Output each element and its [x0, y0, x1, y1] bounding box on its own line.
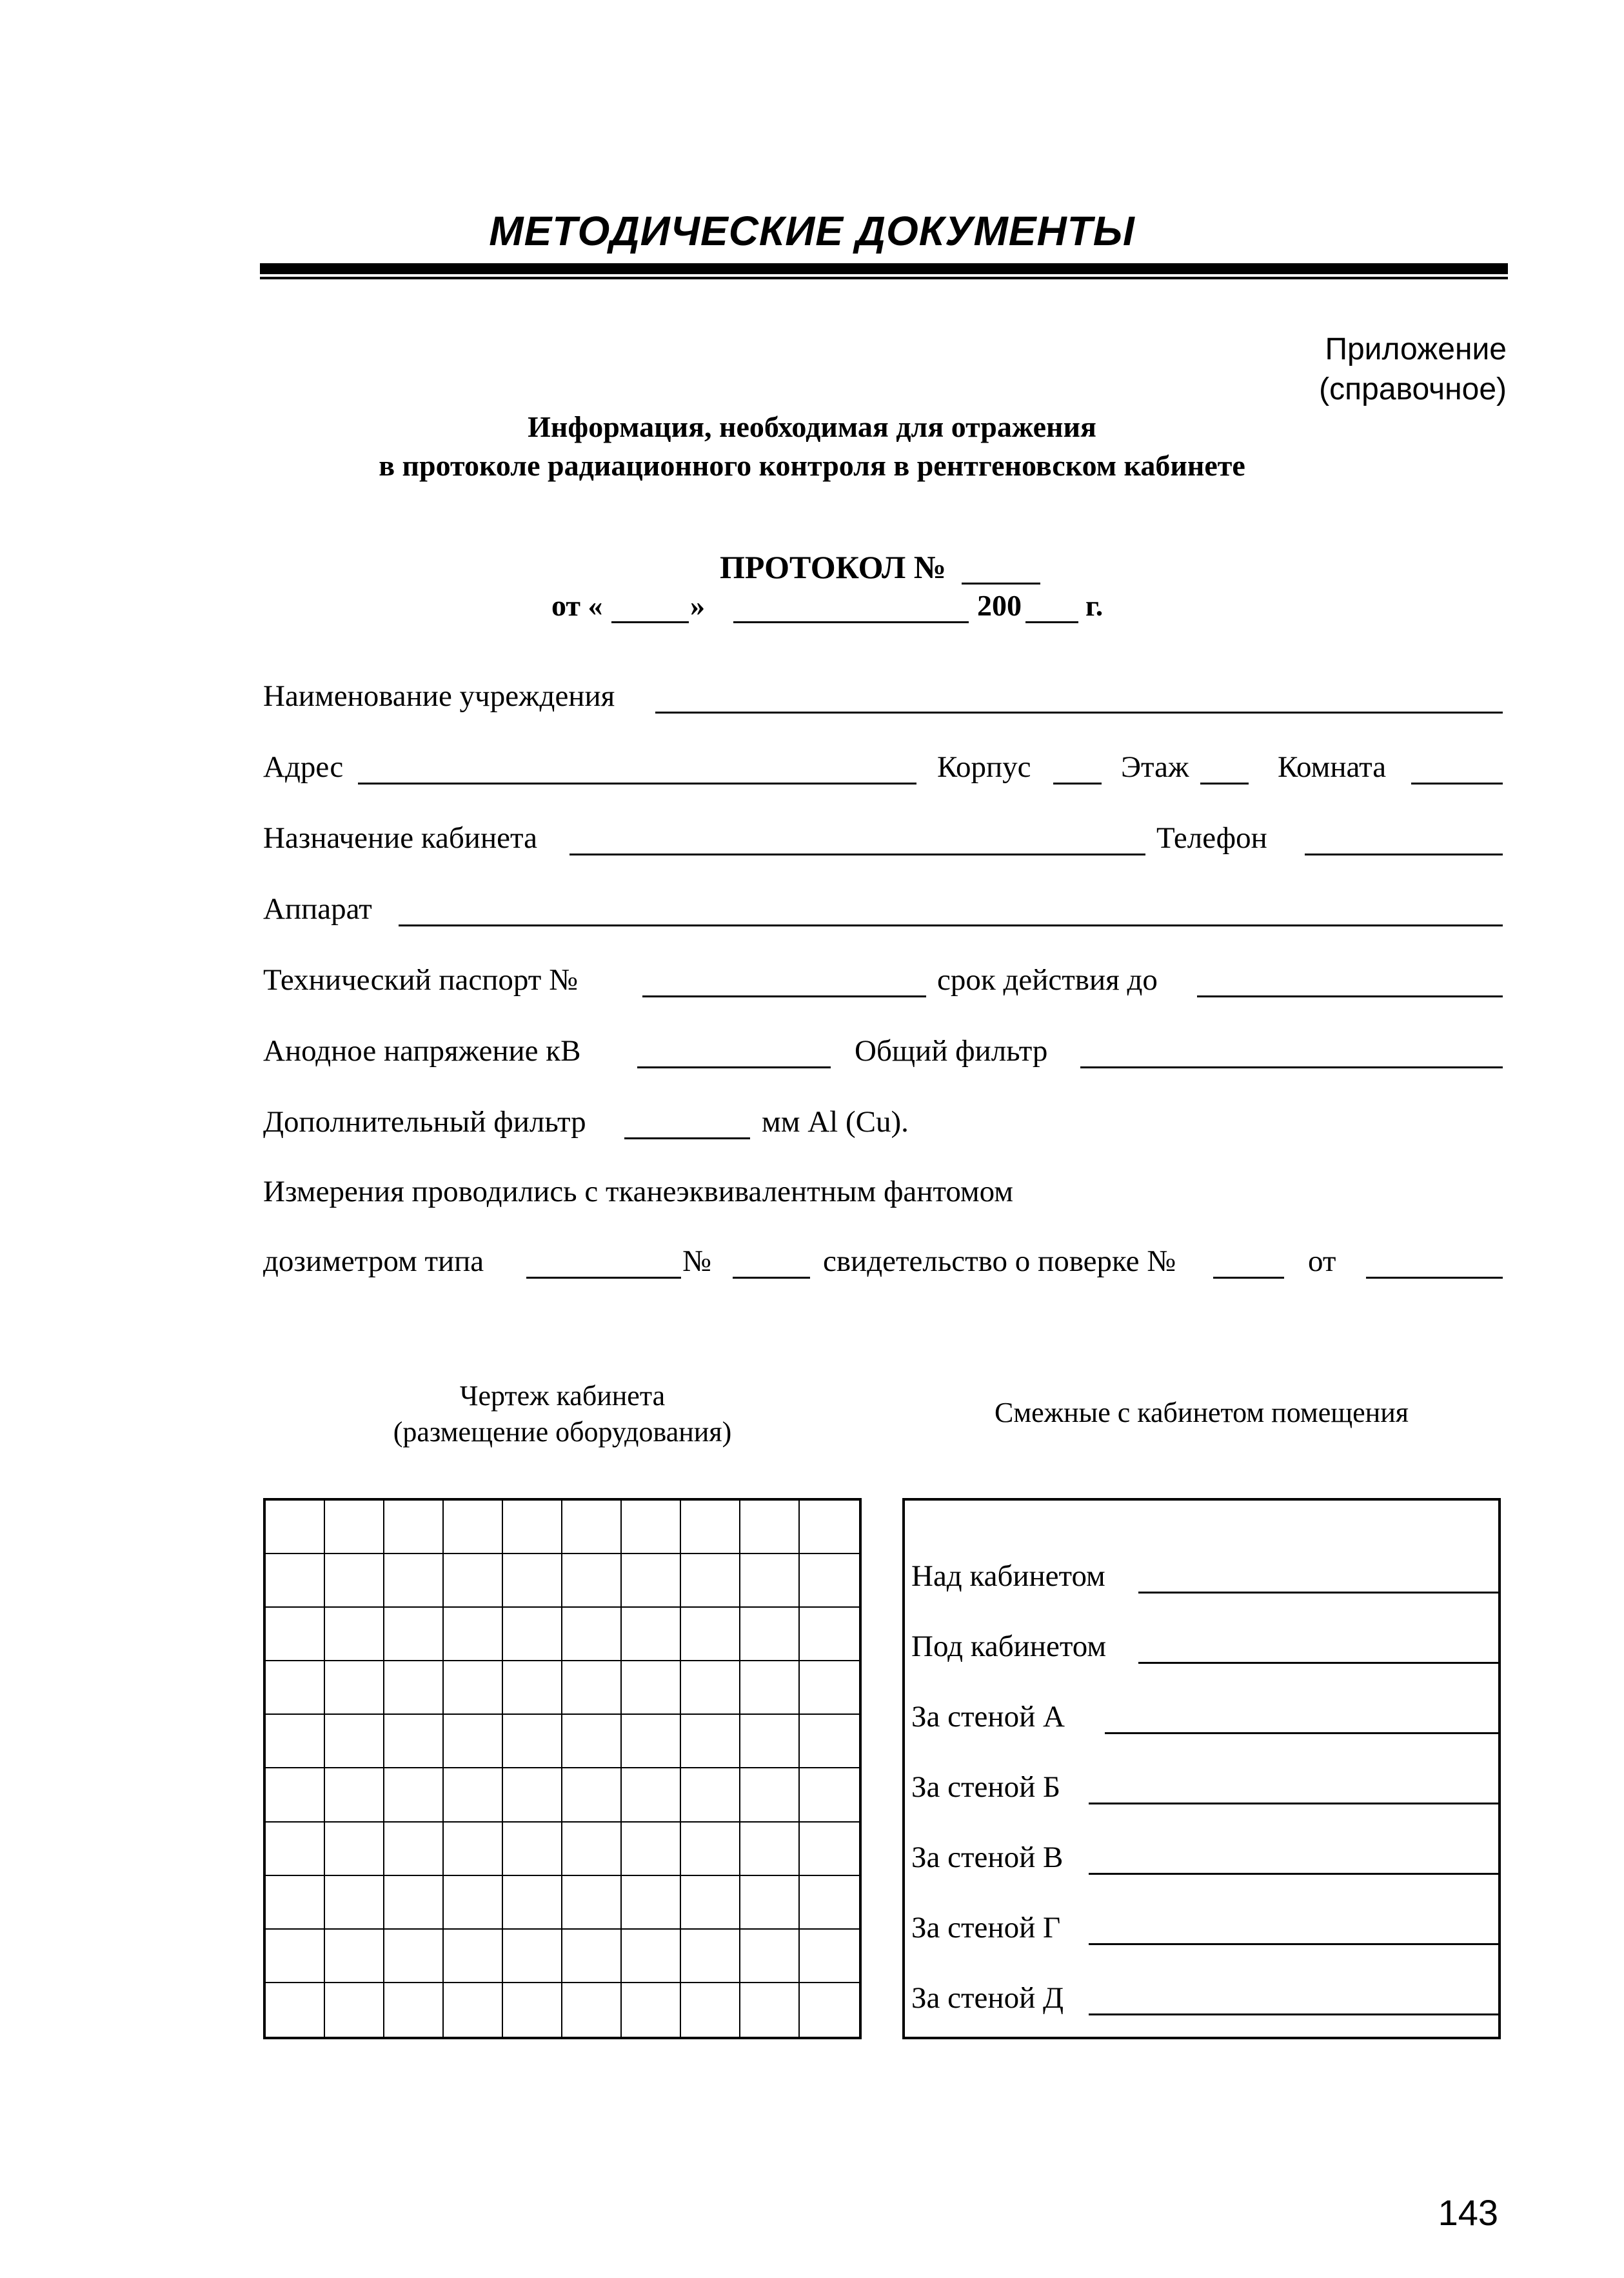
- form-row-voltage: [263, 1030, 1503, 1072]
- grid-cell[interactable]: [503, 1983, 562, 2037]
- grid-cell[interactable]: [266, 1823, 325, 1876]
- grid-cell[interactable]: [681, 1768, 740, 1822]
- grid-cell[interactable]: [740, 1661, 800, 1715]
- grid-cell[interactable]: [444, 1715, 503, 1768]
- appendix-label: Приложение: [1325, 332, 1507, 366]
- grid-cell[interactable]: [800, 1876, 859, 1930]
- certificate-date-field[interactable]: [1366, 1277, 1503, 1279]
- grid-cell[interactable]: [562, 1876, 622, 1930]
- grid-cell[interactable]: [800, 1501, 859, 1554]
- grid-cell[interactable]: [740, 1930, 800, 1983]
- heading-line-2: в протоколе радиационного контроля в рентгеновском кабинете: [379, 449, 1245, 482]
- measurements-text: Измерения проводились с тканеэквивалентным фантомом: [263, 1175, 1014, 1208]
- grid-cell[interactable]: [622, 1768, 681, 1822]
- grid-cell[interactable]: [503, 1501, 562, 1554]
- grid-cell[interactable]: [266, 1876, 325, 1930]
- grid-cell[interactable]: [622, 1930, 681, 1983]
- grid-cell[interactable]: [503, 1608, 562, 1661]
- drawing-title-line-2: (размещение оборудования): [393, 1416, 732, 1448]
- grid-cell[interactable]: [325, 1983, 384, 2037]
- grid-cell[interactable]: [681, 1554, 740, 1608]
- form-row-institution: [263, 675, 1503, 717]
- grid-cell[interactable]: [266, 1983, 325, 2037]
- grid-cell[interactable]: [562, 1823, 622, 1876]
- purpose-field[interactable]: [569, 854, 1145, 855]
- room-drawing-grid[interactable]: [263, 1498, 862, 2039]
- adjacent-room-label: За стеной Д: [911, 1981, 1064, 2015]
- grid-cell[interactable]: [444, 1661, 503, 1715]
- grid-cell[interactable]: [622, 1661, 681, 1715]
- grid-cell[interactable]: [740, 1823, 800, 1876]
- grid-cell[interactable]: [681, 1501, 740, 1554]
- address-label: Адрес: [263, 750, 344, 784]
- grid-cell[interactable]: [325, 1501, 384, 1554]
- grid-cell[interactable]: [622, 1554, 681, 1608]
- grid-cell[interactable]: [384, 1715, 444, 1768]
- total-filter-field[interactable]: [1080, 1066, 1503, 1068]
- adjacent-room-row: [911, 1766, 1498, 1808]
- grid-cell[interactable]: [503, 1930, 562, 1983]
- form-row-passport: [263, 959, 1503, 1001]
- grid-cell[interactable]: [266, 1608, 325, 1661]
- grid-cell[interactable]: [444, 1876, 503, 1930]
- adjacent-room-label: За стеной А: [911, 1700, 1065, 1733]
- extra-filter-label: Дополнительный фильтр: [263, 1105, 586, 1139]
- form-row-apparatus: [263, 888, 1503, 930]
- adjacent-rooms-box: [902, 1498, 1501, 2039]
- grid-cell[interactable]: [325, 1608, 384, 1661]
- room-field[interactable]: [1411, 783, 1503, 784]
- protocol-day-field[interactable]: [611, 621, 689, 623]
- adjacent-room-row: [911, 1906, 1498, 1949]
- grid-cell[interactable]: [266, 1554, 325, 1608]
- form-row-extra-filter: [263, 1101, 1503, 1143]
- certificate-number-field[interactable]: [1213, 1277, 1284, 1279]
- grid-cell[interactable]: [444, 1501, 503, 1554]
- apparatus-field[interactable]: [399, 924, 1503, 926]
- grid-cell[interactable]: [325, 1768, 384, 1822]
- dosimeter-type-label: дозиметром типа: [263, 1244, 484, 1278]
- building-label: Корпус: [937, 750, 1031, 784]
- grid-cell[interactable]: [740, 1876, 800, 1930]
- grid-cell[interactable]: [503, 1554, 562, 1608]
- grid-cell[interactable]: [800, 1823, 859, 1876]
- grid-cell[interactable]: [740, 1554, 800, 1608]
- grid-cell[interactable]: [681, 1876, 740, 1930]
- adjacent-room-label: Под кабинетом: [911, 1630, 1107, 1663]
- adjacent-room-field[interactable]: [1089, 1803, 1498, 1804]
- adjacent-room-label: За стеной Г: [911, 1911, 1061, 1944]
- grid-cell[interactable]: [444, 1823, 503, 1876]
- adjacent-room-field[interactable]: [1089, 2013, 1498, 2015]
- grid-cell[interactable]: [562, 1661, 622, 1715]
- anode-voltage-field[interactable]: [637, 1066, 831, 1068]
- grid-cell[interactable]: [740, 1983, 800, 2037]
- grid-cell[interactable]: [562, 1768, 622, 1822]
- adjacent-room-row: [911, 1695, 1498, 1738]
- grid-cell[interactable]: [325, 1823, 384, 1876]
- protocol-title-text: ПРОТОКОЛ №: [720, 549, 947, 585]
- grid-cell[interactable]: [266, 1501, 325, 1554]
- adjacent-room-field[interactable]: [1138, 1592, 1498, 1594]
- grid-cell[interactable]: [800, 1608, 859, 1661]
- grid-cell[interactable]: [681, 1608, 740, 1661]
- appendix-type: (справочное): [1319, 372, 1507, 406]
- adjacent-room-field[interactable]: [1105, 1732, 1498, 1734]
- grid-cell[interactable]: [681, 1930, 740, 1983]
- protocol-year-prefix: 200: [977, 589, 1022, 622]
- valid-until-label: срок действия до: [937, 963, 1158, 997]
- adjacent-room-label: За стеной Б: [911, 1770, 1060, 1804]
- grid-cell[interactable]: [740, 1715, 800, 1768]
- protocol-year-field[interactable]: [1025, 621, 1078, 623]
- building-field[interactable]: [1053, 783, 1102, 784]
- header-rule-thin: [260, 277, 1508, 279]
- apparatus-label: Аппарат: [263, 892, 372, 926]
- header-rule-thick: [260, 263, 1508, 274]
- grid-cell[interactable]: [384, 1768, 444, 1822]
- phone-label: Телефон: [1156, 821, 1267, 855]
- grid-cell[interactable]: [503, 1768, 562, 1822]
- grid-cell[interactable]: [325, 1876, 384, 1930]
- adjacent-room-row: [911, 1836, 1498, 1879]
- certificate-from-label: от: [1308, 1244, 1336, 1278]
- grid-cell[interactable]: [444, 1608, 503, 1661]
- address-field[interactable]: [358, 783, 916, 784]
- certificate-label: свидетельство о поверке №: [823, 1244, 1176, 1278]
- grid-cell[interactable]: [622, 1501, 681, 1554]
- grid-cell[interactable]: [681, 1715, 740, 1768]
- grid-cell[interactable]: [562, 1715, 622, 1768]
- adjacent-room-row: [911, 1977, 1498, 2019]
- floor-label: Этаж: [1121, 750, 1189, 784]
- grid-cell[interactable]: [384, 1608, 444, 1661]
- room-label: Комната: [1278, 750, 1387, 784]
- grid-cell[interactable]: [800, 1930, 859, 1983]
- grid-cell[interactable]: [266, 1715, 325, 1768]
- adjacent-room-row: [911, 1555, 1498, 1597]
- grid-cell[interactable]: [384, 1983, 444, 2037]
- adjacent-room-field[interactable]: [1138, 1662, 1498, 1664]
- grid-cell[interactable]: [562, 1930, 622, 1983]
- grid-cell[interactable]: [503, 1823, 562, 1876]
- protocol-date: [551, 584, 1222, 627]
- grid-cell[interactable]: [800, 1554, 859, 1608]
- dosimeter-number-label: №: [682, 1244, 711, 1278]
- passport-label: Технический паспорт №: [263, 963, 578, 997]
- grid-cell[interactable]: [444, 1768, 503, 1822]
- grid-cell[interactable]: [325, 1715, 384, 1768]
- grid-cell[interactable]: [384, 1554, 444, 1608]
- phone-field[interactable]: [1305, 854, 1503, 855]
- form-row-dosimeter: [263, 1240, 1503, 1283]
- protocol-date-quote-close: »: [690, 589, 705, 622]
- grid-cell[interactable]: [266, 1930, 325, 1983]
- grid-cell[interactable]: [800, 1768, 859, 1822]
- adjacent-room-field[interactable]: [1089, 1943, 1498, 1945]
- grid-cell[interactable]: [800, 1661, 859, 1715]
- institution-field[interactable]: [655, 712, 1503, 714]
- purpose-label: Назначение кабинета: [263, 821, 537, 855]
- total-filter-label: Общий фильтр: [855, 1034, 1048, 1068]
- dosimeter-number-field[interactable]: [733, 1277, 810, 1279]
- form-row-measurements: [263, 1170, 1503, 1213]
- dosimeter-type-field[interactable]: [526, 1277, 681, 1279]
- extra-filter-field[interactable]: [624, 1137, 750, 1139]
- grid-cell[interactable]: [384, 1501, 444, 1554]
- running-header-title: МЕТОДИЧЕСКИЕ ДОКУМЕНТЫ: [489, 208, 1135, 254]
- adjacent-room-row: [911, 1625, 1498, 1668]
- grid-cell[interactable]: [800, 1715, 859, 1768]
- grid-cell[interactable]: [800, 1983, 859, 2037]
- grid-cell[interactable]: [740, 1768, 800, 1822]
- grid-cell[interactable]: [622, 1608, 681, 1661]
- grid-cell[interactable]: [681, 1983, 740, 2037]
- grid-cell[interactable]: [444, 1554, 503, 1608]
- grid-cell[interactable]: [503, 1715, 562, 1768]
- grid-cell[interactable]: [384, 1930, 444, 1983]
- protocol-month-field[interactable]: [733, 621, 969, 623]
- grid-cell[interactable]: [444, 1930, 503, 1983]
- valid-until-field[interactable]: [1197, 995, 1503, 997]
- grid-cell[interactable]: [325, 1661, 384, 1715]
- grid-cell[interactable]: [622, 1715, 681, 1768]
- grid-cell[interactable]: [562, 1983, 622, 2037]
- adjacent-room-label: За стеной В: [911, 1841, 1064, 1874]
- protocol-year-suffix: г.: [1085, 589, 1104, 622]
- institution-label: Наименование учреждения: [263, 679, 615, 713]
- grid-cell[interactable]: [266, 1768, 325, 1822]
- grid-cell[interactable]: [681, 1661, 740, 1715]
- page-number: 143: [1438, 2192, 1498, 2233]
- protocol-title: [720, 546, 1055, 588]
- anode-voltage-label: Анодное напряжение кВ: [263, 1034, 581, 1068]
- grid-cell[interactable]: [444, 1983, 503, 2037]
- passport-field[interactable]: [642, 995, 926, 997]
- grid-cell[interactable]: [384, 1661, 444, 1715]
- heading-line-1: Информация, необходимая для отражения: [528, 410, 1096, 443]
- grid-cell[interactable]: [325, 1554, 384, 1608]
- form-row-address: [263, 746, 1503, 788]
- adjacent-room-label: Над кабинетом: [911, 1559, 1105, 1593]
- grid-cell[interactable]: [384, 1823, 444, 1876]
- grid-cell[interactable]: [325, 1930, 384, 1983]
- grid-cell[interactable]: [562, 1554, 622, 1608]
- drawing-title-line-1: Чертеж кабинета: [459, 1380, 666, 1412]
- adjacent-rooms-title: Смежные с кабинетом помещения: [994, 1397, 1409, 1428]
- grid-cell[interactable]: [681, 1823, 740, 1876]
- grid-cell[interactable]: [740, 1608, 800, 1661]
- grid-cell[interactable]: [503, 1876, 562, 1930]
- extra-filter-unit: мм Al (Cu).: [762, 1105, 909, 1139]
- grid-cell[interactable]: [622, 1983, 681, 2037]
- grid-cell[interactable]: [266, 1661, 325, 1715]
- grid-cell[interactable]: [740, 1501, 800, 1554]
- grid-cell[interactable]: [622, 1876, 681, 1930]
- grid-cell[interactable]: [562, 1501, 622, 1554]
- adjacent-room-field[interactable]: [1089, 1873, 1498, 1875]
- protocol-date-from: от «: [551, 589, 603, 622]
- floor-field[interactable]: [1200, 783, 1249, 784]
- grid-cell[interactable]: [562, 1608, 622, 1661]
- grid-cell[interactable]: [503, 1661, 562, 1715]
- grid-cell[interactable]: [384, 1876, 444, 1930]
- form-row-purpose: [263, 817, 1503, 859]
- grid-cell[interactable]: [622, 1823, 681, 1876]
